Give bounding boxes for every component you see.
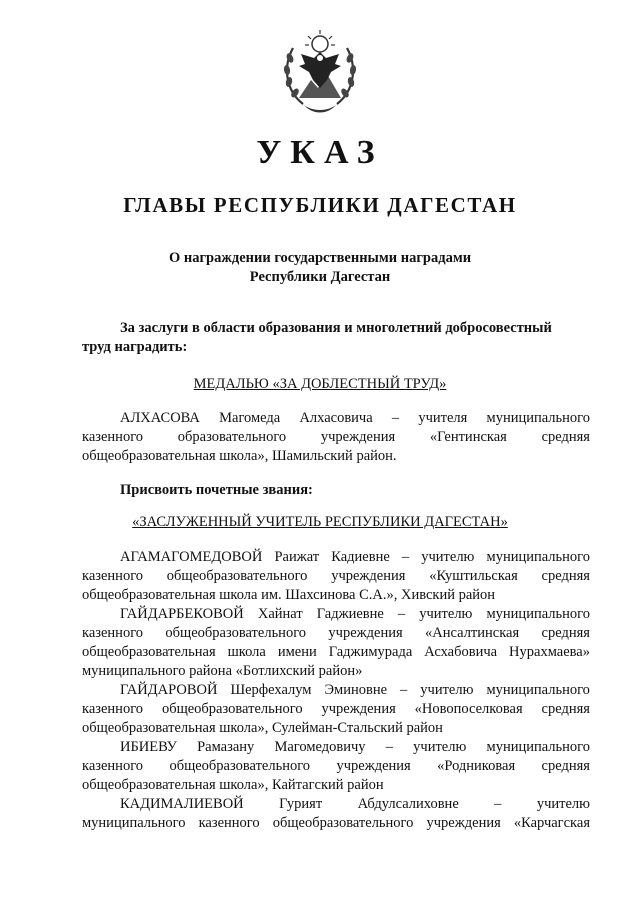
word: «Куштильская — [429, 568, 518, 584]
word: учреждения — [331, 568, 406, 584]
word: учителя — [418, 410, 468, 426]
awardee-paragraph — [82, 681, 590, 738]
text-line — [82, 757, 590, 776]
word: общеобразовательная — [82, 644, 216, 660]
word: Алхасовича — [299, 410, 373, 426]
word: ГАЙДАРОВОЙ — [120, 682, 218, 698]
text-line — [82, 738, 590, 757]
word: средняя — [541, 625, 590, 641]
word: «Карчагская — [513, 815, 590, 831]
word: средняя — [541, 758, 590, 774]
word: – — [494, 796, 502, 812]
word: Гаджиевне — [316, 606, 384, 622]
word: муниципального — [486, 682, 590, 698]
word: «Родниковая — [437, 758, 516, 774]
word: образовательного — [177, 429, 287, 445]
text-line — [82, 338, 590, 357]
word: учреждения — [328, 625, 403, 641]
word: общеобразовательного — [272, 815, 414, 831]
coat-of-arms-emblem — [281, 28, 359, 114]
word: казенного — [82, 758, 144, 774]
text-line — [82, 586, 590, 605]
word: школа — [227, 644, 266, 660]
text-line — [82, 409, 590, 428]
word: За заслуги в области образования и многолетний добросовестный — [120, 320, 552, 336]
word: муниципального — [486, 739, 590, 755]
word: – — [400, 682, 408, 698]
word: – — [397, 606, 406, 622]
medal-heading: МЕДАЛЬЮ «ЗА ДОБЛЕСТНЫЙ ТРУД» — [193, 376, 447, 392]
word: Раижат — [274, 549, 320, 565]
text-line — [82, 605, 590, 624]
word: общеобразовательного — [161, 701, 303, 717]
word: «Гентинская — [429, 429, 507, 445]
subject-line: О награждении государственными наградами — [168, 250, 472, 266]
word: муниципального — [486, 549, 590, 565]
word: Хайнат — [257, 606, 303, 622]
word: АЛХАСОВА — [120, 410, 200, 426]
text-line — [82, 567, 590, 586]
word: общеобразовательная школа им. Шахсинова С.А.», Хивский район — [82, 587, 496, 603]
word: Эминовне — [324, 682, 388, 698]
text-line — [82, 624, 590, 643]
intro-paragraph — [82, 319, 590, 357]
word: Шерфехалум — [230, 682, 312, 698]
word: общеобразовательная школа», Сулейман-Стальский район — [82, 720, 443, 736]
word: муниципального — [82, 815, 186, 831]
word: казенного — [82, 568, 144, 584]
word: Нурахмаева» — [509, 644, 590, 660]
word: – — [385, 739, 393, 755]
word: труд наградить: — [82, 339, 188, 355]
word: АГАМАГОМЕДОВОЙ — [120, 549, 263, 565]
word: Магомеда — [219, 410, 281, 426]
word: казенного — [198, 815, 260, 831]
word: имени — [277, 644, 317, 660]
text-line — [82, 548, 590, 567]
word: муниципального — [486, 606, 590, 622]
word: Гурият — [279, 796, 323, 812]
word: Кадиевне — [331, 549, 390, 565]
word: казенного — [82, 701, 144, 717]
word: муниципального района «Ботлихский район» — [82, 663, 363, 679]
text-line — [82, 428, 590, 447]
word: общеобразовательного — [165, 625, 307, 641]
word: учреждения — [320, 429, 396, 445]
text-line — [82, 814, 590, 833]
word: ИБИЕВУ — [120, 739, 177, 755]
word: муниципального — [486, 410, 590, 426]
word: общеобразовательная школа», Шамильский район. — [82, 448, 397, 464]
document-title: УКАЗ — [256, 134, 384, 171]
medal-award-paragraph — [82, 409, 590, 466]
word: Рамазану — [197, 739, 255, 755]
awardee-paragraph — [82, 605, 590, 681]
word: казенного — [82, 429, 144, 445]
text-line — [82, 319, 590, 338]
word: учреждения — [336, 758, 411, 774]
word: учителю — [419, 606, 473, 622]
word: «Ансалтинская — [425, 625, 520, 641]
word: учителю — [413, 739, 467, 755]
word: казенного — [82, 625, 144, 641]
word: Асхабовича — [424, 644, 498, 660]
text-line — [82, 643, 590, 662]
word: ГАЙДАРБЕКОВОЙ — [120, 606, 244, 622]
awardee-paragraph — [82, 548, 590, 605]
text-line — [82, 700, 590, 719]
word: учреждения — [426, 815, 501, 831]
awardee-paragraph — [82, 738, 590, 795]
word: общеобразовательного — [169, 758, 311, 774]
word: КАДИМАЛИЕВОЙ — [120, 796, 244, 812]
word: учителю — [421, 549, 475, 565]
word: – — [391, 410, 400, 426]
awardee-paragraph — [82, 795, 590, 833]
text-line — [82, 681, 590, 700]
text-line — [82, 662, 590, 681]
titles-intro: Присвоить почетные звания: — [120, 482, 313, 498]
word: средняя — [541, 701, 590, 717]
word: – — [401, 549, 410, 565]
word: общеобразовательного — [166, 568, 308, 584]
word: учителю — [536, 796, 590, 812]
word: средняя — [541, 568, 590, 584]
text-line — [82, 447, 590, 466]
subject-line: Республики Дагестан — [249, 269, 391, 285]
decree-subject — [0, 249, 640, 287]
text-line — [82, 776, 590, 795]
word: общеобразовательная школа», Кайтагский район — [82, 777, 384, 793]
word: средняя — [541, 429, 590, 445]
title-heading: «ЗАСЛУЖЕННЫЙ УЧИТЕЛЬ РЕСПУБЛИКИ ДАГЕСТАН» — [132, 514, 508, 530]
document-subtitle: ГЛАВЫ РЕСПУБЛИКИ ДАГЕСТАН — [123, 193, 517, 217]
word: «Новопоселковая — [414, 701, 523, 717]
word: Абдулсалиховне — [357, 796, 459, 812]
text-line — [82, 719, 590, 738]
word: Магомедовичу — [274, 739, 366, 755]
word: учителю — [420, 682, 474, 698]
word: Гаджимурада — [328, 644, 413, 660]
word: учреждения — [321, 701, 396, 717]
text-line — [82, 795, 590, 814]
